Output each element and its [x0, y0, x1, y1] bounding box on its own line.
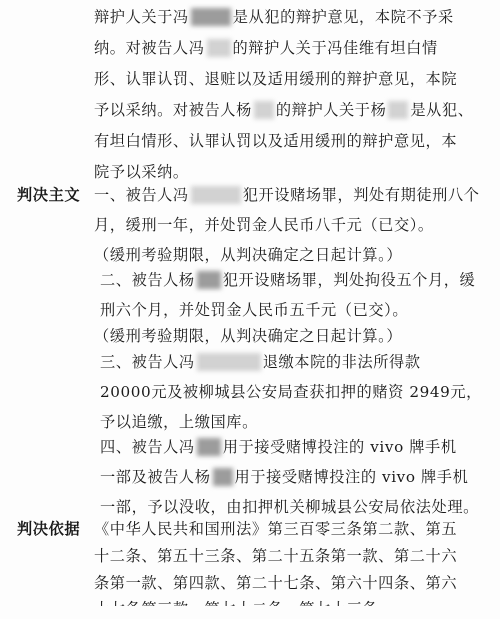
redaction-mark — [197, 353, 261, 371]
text-fragment: 予以采纳。对被告人杨 — [94, 101, 252, 119]
text-fragment: 的辩护人关于冯佳维有坦白情 — [232, 39, 438, 57]
body-line — [94, 325, 402, 347]
text-fragment: 十二条、第五十三条、第二十五条第一款、第二十六 — [94, 547, 458, 565]
text-fragment: 是从犯的辩护意见，本院不予采 — [232, 8, 454, 26]
body-line — [100, 466, 468, 488]
redaction-mark — [191, 186, 241, 204]
text-fragment: 犯开设赌场罪，判处拘役五个月，缓 — [222, 271, 476, 289]
body-line — [94, 6, 454, 28]
body-line — [94, 572, 457, 594]
text-fragment: 20000元及被柳城县公安局查获扣押的赌资 2949元， — [100, 383, 482, 401]
text-fragment: 有坦白情形、认罪认罚以及适用缓刑的辩护意见，本 — [94, 132, 458, 150]
text-fragment: 的辩护人关于杨 — [275, 101, 387, 119]
text-fragment: 犯开设赌场罪，判处有期徒刑八个 — [242, 186, 480, 204]
text-fragment: 条第一款、第四款、第二十七条、第六十四条、第六 — [94, 574, 458, 592]
body-line — [94, 184, 480, 206]
text-fragment: 二、被告人杨 — [100, 271, 195, 289]
body-line — [94, 518, 457, 540]
text-fragment: 一部，予以没收，由扣押机关柳城县公安局依法处理。 — [100, 498, 479, 516]
body-line — [94, 37, 438, 59]
body-line — [94, 99, 474, 121]
redaction-mark — [213, 468, 233, 486]
text-fragment: 三、被告人冯 — [100, 353, 195, 371]
redaction-mark — [388, 101, 408, 119]
body-line — [100, 381, 482, 403]
body-line — [100, 299, 408, 321]
body-line — [94, 214, 434, 236]
redaction-mark — [197, 271, 221, 289]
text-fragment: 刑六个月，并处罚金人民币五千元（已交）。 — [100, 301, 409, 319]
text-fragment: 《中华人民共和国刑法》第三百零三条第二款、第五 — [94, 520, 458, 538]
redaction-mark — [207, 39, 231, 57]
text-fragment: 一、被告人冯 — [94, 186, 189, 204]
text-fragment: （缓刑考验期限，从判决确定之日起计算。） — [94, 246, 403, 264]
body-line — [100, 351, 421, 373]
text-fragment: 一部及被告人杨 — [100, 468, 211, 486]
text-fragment: 纳。对被告人冯 — [94, 39, 205, 57]
text-fragment: 用于接受赌博投注的 vivo 牌手机 — [234, 468, 469, 486]
body-line — [100, 411, 258, 433]
text-fragment: 辩护人关于冯 — [94, 8, 189, 26]
text-fragment: 是从犯、 — [410, 101, 474, 119]
page-crop-edge — [0, 606, 500, 619]
text-fragment: 院予以采纳。 — [94, 163, 189, 181]
text-fragment: 退缴本院的非法所得款 — [262, 353, 421, 371]
body-line — [94, 161, 189, 183]
body-line — [94, 68, 457, 90]
redaction-mark — [254, 101, 274, 119]
text-fragment: 形、认罪认罚、退赃以及适用缓刑的辩护意见，本院 — [94, 70, 458, 88]
body-line — [94, 244, 402, 266]
body-line — [100, 269, 475, 291]
redaction-mark — [197, 438, 221, 456]
section-heading-main-text: 判决主文 — [17, 186, 81, 204]
text-fragment: 四、被告人冯 — [100, 438, 195, 456]
body-line — [94, 130, 457, 152]
section-heading-legal-basis: 判决依据 — [17, 520, 81, 538]
text-fragment: （缓刑考验期限，从判决确定之日起计算。） — [94, 327, 403, 345]
text-fragment: 月，缓刑一年，并处罚金人民币八千元（已交）。 — [94, 216, 434, 234]
body-line — [100, 496, 479, 518]
body-line — [100, 436, 457, 458]
body-line — [94, 545, 457, 567]
redaction-mark — [191, 8, 231, 26]
text-fragment: 予以追缴，上缴国库。 — [100, 413, 258, 431]
text-fragment: 用于接受赌博投注的 vivo 牌手机 — [222, 438, 457, 456]
